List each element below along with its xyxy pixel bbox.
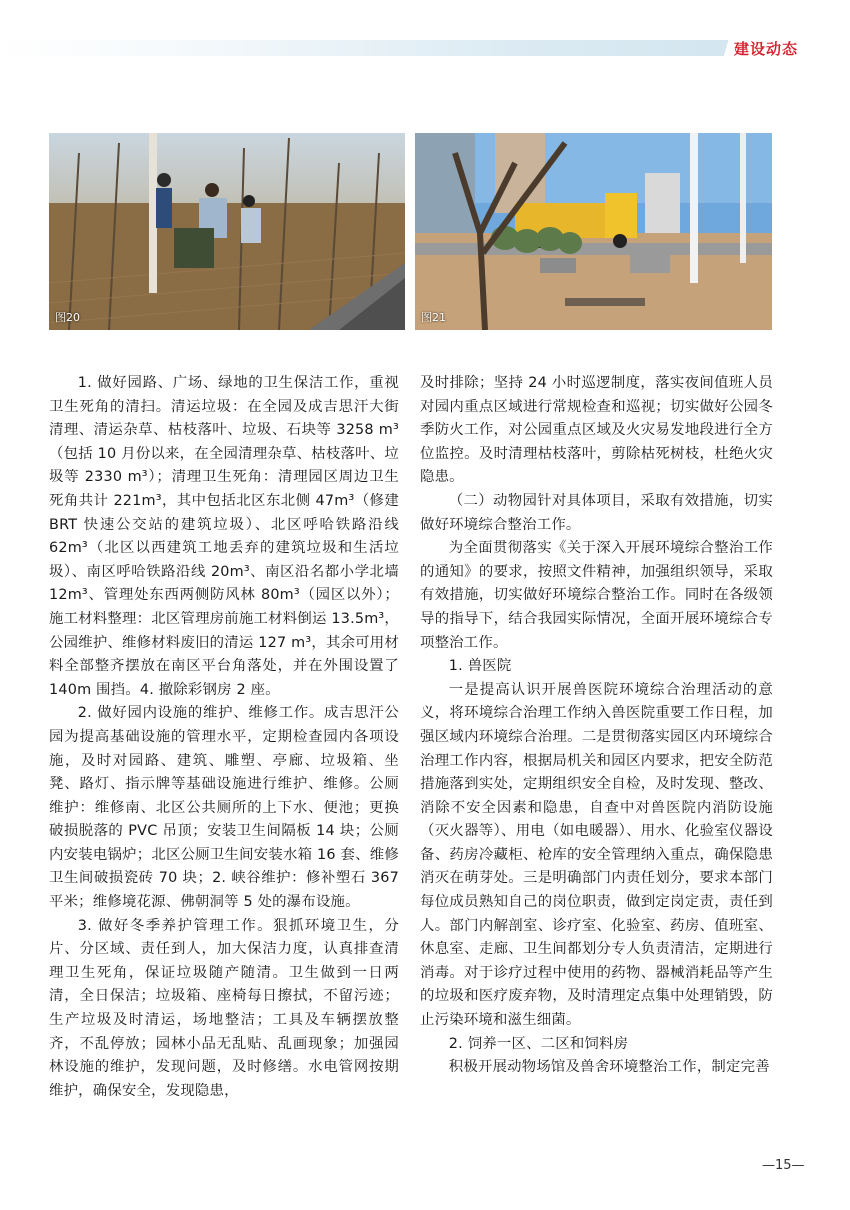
photo-truck xyxy=(415,133,772,330)
photo-workers-image xyxy=(49,133,405,330)
right-column xyxy=(420,372,773,1080)
photo-caption: 图20 xyxy=(55,311,80,324)
header-band xyxy=(0,40,850,56)
page-number: —15— xyxy=(762,1158,805,1173)
paragraph: 积极开展动物场馆及兽舍环境整治工作，制定完善 xyxy=(448,1059,770,1076)
section-label: 建设动态 xyxy=(734,40,799,58)
photo-truck-image xyxy=(415,133,772,330)
paragraph: 为全面贯彻落实《关于深入开展环境综合整治工作的通知》的要求，按照文件精神，加强组织领导，采取有效措施，切实做好环境综合整治工作。同时在各级领导的指导下，结合我园实际情况，全面开展环境综合专项整治工作。 xyxy=(420,540,773,651)
photo-caption: 图21 xyxy=(421,311,446,324)
paragraph: 3. 做好冬季养护管理工作。狠抓环境卫生，分片、分区域、责任到人，加大保洁力度，认真排查清理卫生死角，保证垃圾随产随清。卫生做到一日两清，全日保洁；垃圾箱、座椅每日擦拭，不留污迹；生产垃圾及时清运，场地整洁；工具及车辆摆放整齐，不乱停放；园林小品无乱贴、乱画现象；加强园林设施的维护，发现问题，及时修缮。水电管网按期维护，确保安全，发现隐患， xyxy=(49,917,399,1099)
photo-workers xyxy=(49,133,405,330)
subheading: 2. 饲养一区、二区和饲料房 xyxy=(448,1035,629,1052)
section-heading: （二）动物园针对具体项目，采取有效措施，切实做好环境综合整治工作。 xyxy=(420,492,773,533)
paragraph: 及时排除；坚持 24 小时巡逻制度，落实夜间值班人员对园内重点区域进行常规检查和巡视；切实做好公园冬季防火工作，对公园重点区域及火灾易发地段进行全方位监控。及时清理枯枝落叶，剪除枯死树枝，杜绝火灾隐患。 xyxy=(420,375,773,486)
paragraph: 2. 做好园内设施的维护、维修工作。成吉思汗公园为提高基础设施的管理水平，定期检查园内各项设施，及时对园路、建筑、雕塑、亭廊、垃圾箱、坐凳、路灯、指示牌等基础设施进行维护、维修。公厕维护：维修南、北区公共厕所的上下水、便池；更换破损脱落的 PVC 吊顶；安装卫生间隔板 14 块；公厕内安装电锅炉；北区公厕卫生间安装水箱 16 套、维修卫生间破损瓷砖 70 块；2. 峡谷维护：修补塑石 367 平米；维修境花源、佛朝洞等 5 处的瀑布设施。 xyxy=(49,705,399,911)
subheading: 1. 兽医院 xyxy=(448,658,512,675)
left-column xyxy=(49,372,399,1103)
paragraph: 一是提高认识开展兽医院环境综合治理活动的意义，将环境综合治理工作纳入兽医院重要工作日程，加强区域内环境综合治理。二是贯彻落实园区内环境综合治理工作内容，根据局机关和园区内要求，把安全防范措施落到实处，定期组织安全自检，及时发现、整改、消除不安全因素和隐患，自查中对兽医院内消防设施（灭火器等）、用电（如电暖器）、用水、化验室仪器设备、药房冷藏柜、枪库的安全管理纳入重点，确保隐患消灭在萌芽处。三是明确部门内责任划分，要求本部门每位成员熟知自己的岗位职责，做到定岗定责，责任到人。部门内解剖室、诊疗室、化验室、药房、值班室、休息室、走廊、卫生间都划分专人负责清洁，定期进行消毒。对于诊疗过程中使用的药物、器械消耗品等产生的垃圾和医疗废弃物，及时清理定点集中处理销毁，防止污染环境和滋生细菌。 xyxy=(420,681,773,1029)
paragraph: 1. 做好园路、广场、绿地的卫生保洁工作，重视卫生死角的清扫。清运垃圾：在全园及成吉思汗大街清理、清运杂草、枯枝落叶、垃圾、石块等 3258 m³（包括 10 月份以来，在全园清理杂草、枯枝落叶、垃圾等 2330 m³）；清理卫生死角：清理园区周边卫生死角共计 221m³，其中包括北区东北侧 47m³（修建 BRT 快速公交站的建筑垃圾）、北区呼哈铁路沿线 62m³（北区以西建筑工地丢弃的建筑垃圾和生活垃圾）、南区呼哈铁路沿线 20m³、南区沿名都小学北墙 12m³、管理处东西两侧防风林 80m³（园区以外）；施工材料整理：北区管理房前施工材料倒运 13.5m³，公园维护、维修材料废旧的清运 127 m³，其余可用材料全部整齐摆放在南区平台角落处，并在外围设置了 140m 围挡。4. 撤除彩钢房 2 座。 xyxy=(49,375,399,698)
